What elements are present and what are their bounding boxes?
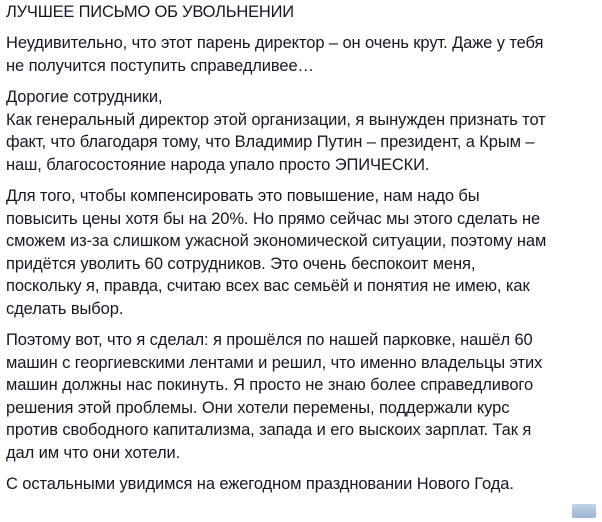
text-line: дал им что они хотели. <box>6 443 181 462</box>
letter-paragraph-2 <box>6 185 598 320</box>
text-line: поскольку я, правда, считаю всех вас семьёй и понятия не имею, как <box>6 277 530 295</box>
text-line: Дорогие сотрудники, <box>6 88 163 106</box>
text-line: не получится поступить справедливее… <box>6 56 314 75</box>
text-line: против свободного капитализма, запада и его выскоих зарплат. Так я <box>6 421 532 439</box>
letter-greeting-paragraph <box>6 86 598 176</box>
text-line: Неудивительно, что этот парень директор – он очень крут. Даже у тебя <box>6 34 544 52</box>
text-line: решения этой проблемы. Они хотели перемены, поддержали курс <box>6 398 510 417</box>
post-title: ЛУЧШЕЕ ПИСЬМО ОБ УВОЛЬНЕНИИ <box>6 3 294 21</box>
text-line: Поэтому вот, что я сделал: я прошёлся по нашей парковке, нашёл 60 <box>6 331 533 349</box>
closing-paragraph <box>6 473 598 496</box>
text-line: наш, благосостояние народа упало просто ЭПИЧЕСКИ. <box>6 155 430 174</box>
text-line: придётся уволить 60 сотрудников. Это очень беспокоит меня, <box>6 254 476 273</box>
text-line: сделать выбор. <box>6 299 124 318</box>
text-line: С остальными увидимся на ежегодном праздновании Нового Года. <box>6 475 514 493</box>
text-line: факт, что благодаря тому, что Владимир Путин – президент, а Крым – <box>6 133 535 151</box>
watermark-logo <box>572 504 596 518</box>
letter-paragraph-3 <box>6 329 598 464</box>
text-line: Как генеральный директор этой организации, я вынужден признать тот <box>6 110 546 129</box>
text-line: повысить цены хотя бы на 20%. Но прямо сейчас мы этого сделать не <box>6 209 541 228</box>
intro-paragraph <box>6 32 598 77</box>
post-body <box>6 0 598 496</box>
text-line: Для того, чтобы компенсировать это повышение, нам надо бы <box>6 187 480 205</box>
text-line: машин с георгиевскими лентами и решил, что именно владельцы этих <box>6 353 543 372</box>
text-line: сможем из-за слишком ужасной экономической ситуации, поэтому нам <box>6 232 547 250</box>
text-line: машин должны нас покинуть. Я просто не знаю более справедливого <box>6 376 534 394</box>
